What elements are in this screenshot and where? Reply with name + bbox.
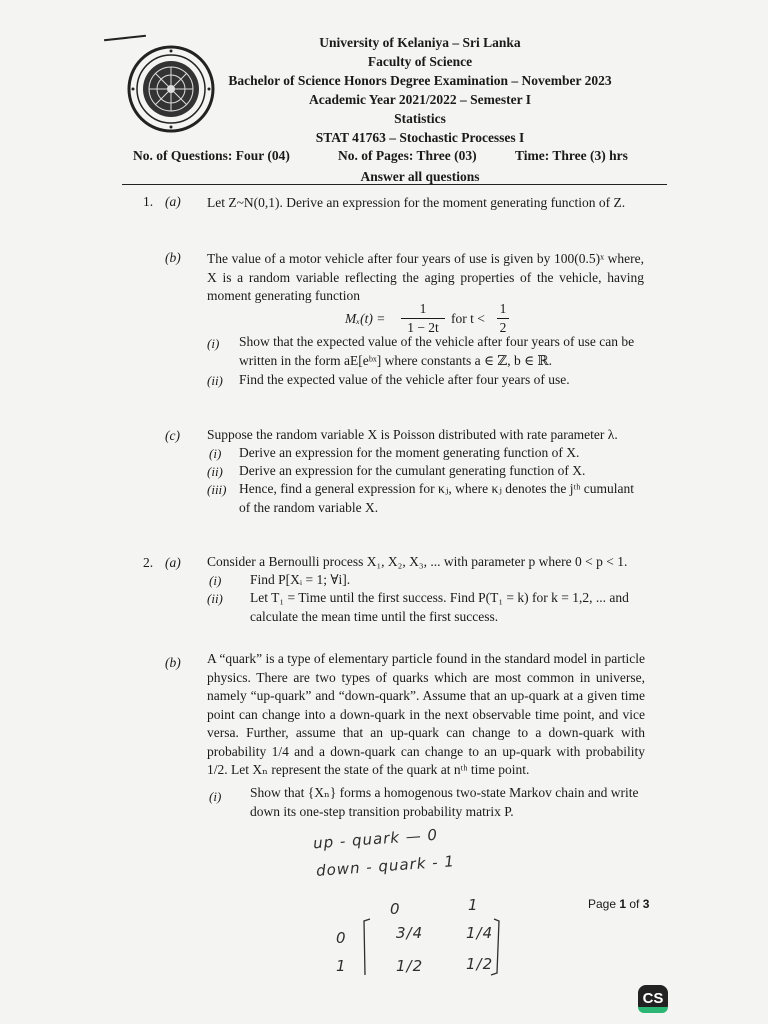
- subject: Statistics: [394, 111, 446, 126]
- handwritten-m11: 1/2: [466, 955, 494, 973]
- handwritten-col-0: 0: [390, 900, 401, 918]
- q1-number: 1.: [143, 194, 154, 209]
- formula-denominator: 1 − 2t: [407, 320, 439, 335]
- page-total: 3: [642, 897, 650, 911]
- pen-stroke: [104, 35, 146, 41]
- header-divider: [122, 184, 667, 185]
- q1b-ii-text: Find the expected value of the vehicle after four years of use.: [239, 372, 570, 387]
- page-mid: of: [626, 897, 643, 911]
- q1b-label: (b): [165, 250, 181, 265]
- course-code: STAT 41763 – Stochastic Processes I: [315, 130, 525, 145]
- university-seal-logo: [126, 44, 216, 134]
- formula-lhs: Mₓ(t) =: [345, 311, 386, 326]
- q1c-label: (c): [165, 428, 180, 443]
- q2b-intro: A “quark” is a type of elementary particle found in the standard model in particle physics. There are two types of quarks which are most common in universe, namely “up-quark” and “down-quark”. Assume that an up-quark at a given time point can change into a down-quark in the next observable time point, and vice versa. Further, assume that an up-quark can change to a down-quark with probability 1/4 and a down-quark can change to an up-quark with probability 1/2. Let Xₙ represent the state of the quark at nᵗʰ time point.: [207, 651, 645, 777]
- handwritten-m01: 1/4: [466, 924, 494, 942]
- q1c-i-text: Derive an expression for the moment generating function of X.: [239, 445, 580, 460]
- academic-year: Academic Year 2021/2022 – Semester I: [308, 92, 532, 107]
- instruction: Answer all questions: [360, 169, 480, 184]
- q2b-label: (b): [165, 655, 181, 670]
- q2a-ii-label: (ii): [207, 591, 223, 606]
- page-prefix: Page: [588, 897, 620, 911]
- question-count: No. of Questions: Four (04): [133, 148, 290, 163]
- formula-condition: for t <: [451, 311, 485, 326]
- condition-numerator: 1: [499, 301, 507, 316]
- q1c-ii-label: (ii): [207, 464, 223, 479]
- page-number: 1: [619, 897, 627, 911]
- page-count: No. of Pages: Three (03): [338, 148, 477, 163]
- q2a-label: (a): [165, 555, 181, 570]
- q1c-iii-label: (iii): [207, 482, 227, 497]
- q2a-ii-text: Let T₁ = Time until the first success. Find P(T₁ = k) for k = 1,2, ... and calculate the mean time until the first success.: [250, 590, 629, 624]
- page-indicator: [588, 897, 649, 911]
- handwritten-note-up-quark: up - quark — 0: [312, 825, 439, 853]
- q1a-label: (a): [165, 194, 181, 209]
- handwritten-row-0: 0: [336, 929, 347, 947]
- handwritten-m00: 3/4: [396, 924, 424, 942]
- q1b-i-text: Show that the expected value of the vehicle after four years of use can be written in the form aE[eᵇˣ] where constants a ∈ ℤ, b ∈ ℝ.: [239, 334, 635, 368]
- q2-number: 2.: [143, 555, 154, 570]
- q1c-ii-text: Derive an expression for the cumulant generating function of X.: [239, 463, 586, 478]
- q2a-i-text: Find P[Xᵢ = 1; ∀i].: [250, 572, 351, 587]
- camscanner-badge-icon: [638, 985, 668, 1013]
- q2b-i-text: Show that {Xₙ} forms a homogenous two-state Markov chain and write down its one-step transition probability matrix P.: [250, 785, 639, 819]
- q2b-i-label: (i): [209, 789, 222, 804]
- q2a-i-label: (i): [209, 573, 222, 588]
- q1b-ii-label: (ii): [207, 373, 223, 388]
- q1a-text: Let Z~N(0,1). Derive an expression for the moment generating function of Z.: [207, 195, 626, 210]
- handwritten-row-1: 1: [336, 957, 347, 975]
- q1c-iii-text: Hence, find a general expression for κⱼ, where κⱼ denotes the jᵗʰ cumulant of the random variable X.: [239, 481, 635, 515]
- condition-denominator: 2: [499, 320, 507, 335]
- university-name: University of Kelaniya – Sri Lanka: [319, 35, 521, 50]
- q2a-intro: Consider a Bernoulli process X₁, X₂, X₃, ... with parameter p where 0 < p < 1.: [207, 554, 628, 569]
- exam-title: Bachelor of Science Honors Degree Examination – November 2023: [228, 73, 612, 88]
- q1b-i-label: (i): [207, 336, 220, 351]
- scanner-badge-text: CS: [642, 990, 664, 1007]
- exam-duration: Time: Three (3) hrs: [515, 148, 628, 163]
- handwritten-col-1: 1: [468, 896, 479, 914]
- q1b-intro: The value of a motor vehicle after four years of use is given by 100(0.5)ˣ where, X is a random variable reflecting the aging properties of the vehicle, having moment generating function: [207, 251, 644, 303]
- q1c-intro: Suppose the random variable X is Poisson distributed with rate parameter λ.: [207, 427, 618, 442]
- q1c-i-label: (i): [209, 446, 222, 461]
- handwritten-m10: 1/2: [396, 957, 424, 975]
- faculty-name: Faculty of Science: [367, 54, 473, 69]
- handwritten-note-down-quark: down - quark - 1: [315, 852, 456, 880]
- formula-numerator: 1: [419, 301, 427, 316]
